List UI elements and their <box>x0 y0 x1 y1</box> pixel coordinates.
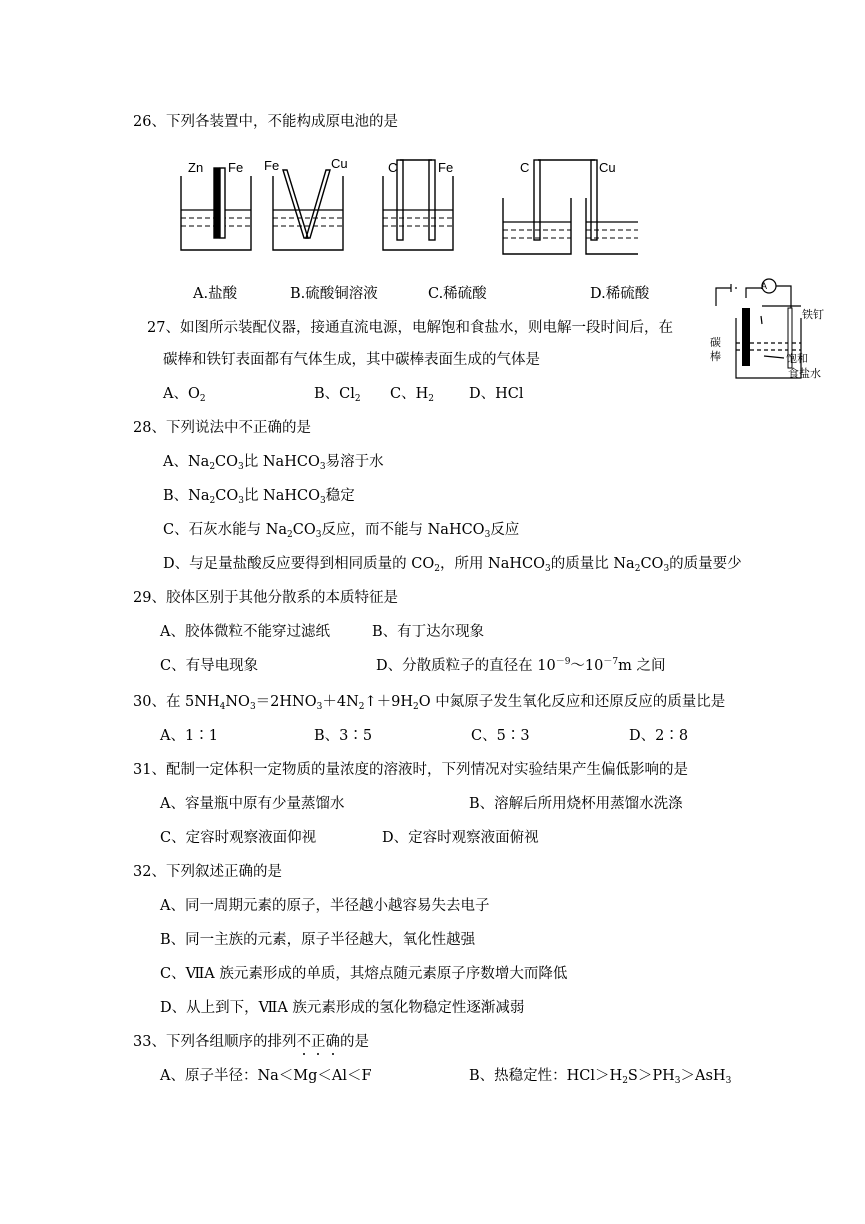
q28-stem: 28、下列说法中不正确的是 <box>133 420 311 436</box>
q26-d-electrode-2: Cu <box>599 160 616 175</box>
emphasis-dot-char: 确 <box>325 1034 340 1050</box>
beaker-b <box>273 176 343 250</box>
q27-option-d: D、HCl <box>469 386 524 402</box>
beaker-d-left <box>503 198 571 254</box>
q30-option-a: A、1∶1 <box>160 728 218 744</box>
q30-option-b: B、3∶5 <box>314 728 373 744</box>
q32-option-c: C、ⅦA 族元素形成的单质，其熔点随元素原子序数增大而降低 <box>160 966 568 982</box>
q26-option-b: B.硫酸铜溶液 <box>290 286 378 302</box>
q32-option-a: A、同一周期元素的原子，半径越小越容易失去电子 <box>160 898 490 914</box>
carbon-label-1: 碳 <box>710 337 721 349</box>
q26-d-electrode-1: C <box>520 160 530 175</box>
q26-b-electrode-1: Fe <box>264 158 280 173</box>
q31-option-b: B、溶解后所用烧杯用蒸馏水洗涤 <box>469 796 683 812</box>
q31-option-a: A、容量瓶中原有少量蒸馏水 <box>160 796 345 812</box>
q30-option-c: C、5∶3 <box>471 728 530 744</box>
q26-c-electrode-1: C <box>388 160 398 175</box>
q29-option-d: D、分散质粒子的直径在 $10^{-9}\sim 10^{-7}m$ 之间 <box>376 657 666 674</box>
carbon-label-2: 棒 <box>710 351 721 363</box>
q26-b-electrode-2: Cu <box>331 156 348 171</box>
q29-stem: 29、胶体区别于其他分散系的本质特征是 <box>133 590 398 606</box>
q33-option-b: B、热稳定性：$HCl>H_2S>PH_3>AsH_3$ <box>469 1068 732 1086</box>
q31-stem: 31、配制一定体积一定物质的量浓度的溶液时，下列情况对实验结果产生偏低影响的是 <box>133 762 688 778</box>
q30-stem: 30、在 $5NH_4NO_3=2HNO_3+4N_2↑+9H_2O$ 中氮原子发生氧化反应和还原反应的质量比是 <box>133 694 726 712</box>
beaker-c <box>383 176 453 250</box>
q29-option-a: A、胶体微粒不能穿过滤纸 <box>160 624 330 640</box>
q27-option-b: B、$Cl_2$ <box>314 386 361 404</box>
q27-stem-line2: 碳棒和铁钉表面都有气体生成，其中碳棒表面生成的气体是 <box>163 352 540 368</box>
emphasis-dot-char: 不 <box>296 1034 311 1050</box>
q31-option-c: C、定容时观察液面仰视 <box>160 830 317 846</box>
q26-a-electrode-1: Zn <box>188 160 204 175</box>
q28-option-d: D、与足量盐酸反应要得到相同质量的 $CO_2$，所用 NaHCO$_3$的质量比 $Na_2CO_3$的质量要少 <box>163 556 742 574</box>
q26-apparatus-figure <box>178 150 638 260</box>
beaker-d-right <box>586 198 638 254</box>
q26-stem: 26、下列各装置中，不能构成原电池的是 <box>133 114 398 130</box>
q28-option-b: B、$Na_2CO_3$比 NaHCO$_3$稳定 <box>163 488 355 506</box>
q32-stem: 32、下列叙述正确的是 <box>133 864 282 880</box>
q32-option-d: D、从上到下，ⅦA 族元素形成的氢化物稳定性逐渐减弱 <box>160 1000 525 1016</box>
q30-option-d: D、2∶8 <box>629 728 689 744</box>
q27-option-a: A、$O_2$ <box>163 386 206 404</box>
iron-label: 铁钉 <box>802 309 824 321</box>
q33-option-a: A、原子半径：Na＜Mg＜Al＜F <box>160 1068 372 1084</box>
ammeter-label: A <box>761 281 768 291</box>
q26-option-c: C.稀硫酸 <box>428 286 487 302</box>
solution-label-1: 饱和 <box>786 353 808 365</box>
q32-option-b: B、同一主族的元素，原子半径越大，氧化性越强 <box>160 932 476 948</box>
q27-option-c: C、$H_2$ <box>390 386 434 404</box>
q29-option-b: B、有丁达尔现象 <box>372 624 485 640</box>
q29-option-c: C、有导电现象 <box>160 658 259 674</box>
q31-option-d: D、定容时观察液面俯视 <box>382 830 539 846</box>
q28-option-c: C、石灰水能与 $Na_2CO_3$反应，而不能与 NaHCO$_3$反应 <box>163 522 520 540</box>
solution-label-2: 食盐水 <box>788 368 821 380</box>
q26-option-a: A.盐酸 <box>193 286 238 302</box>
q27-stem-line1: 27、如图所示装配仪器，接通直流电源，电解饱和食盐水，则电解一段时间后，在 <box>147 320 673 336</box>
q26-option-d: D.稀硫酸 <box>590 286 650 302</box>
q33-stem: 33、下列各组顺序的排列不正确的是 <box>133 1034 369 1050</box>
emphasis-dot-char: 正 <box>310 1034 326 1050</box>
q26-a-electrode-2: Fe <box>228 160 244 175</box>
q26-c-electrode-2: Fe <box>438 160 454 175</box>
q27-electrolysis-figure <box>706 278 824 388</box>
q28-option-a: A、$Na_2CO_3$比 NaHCO$_3$易溶于水 <box>163 454 384 472</box>
